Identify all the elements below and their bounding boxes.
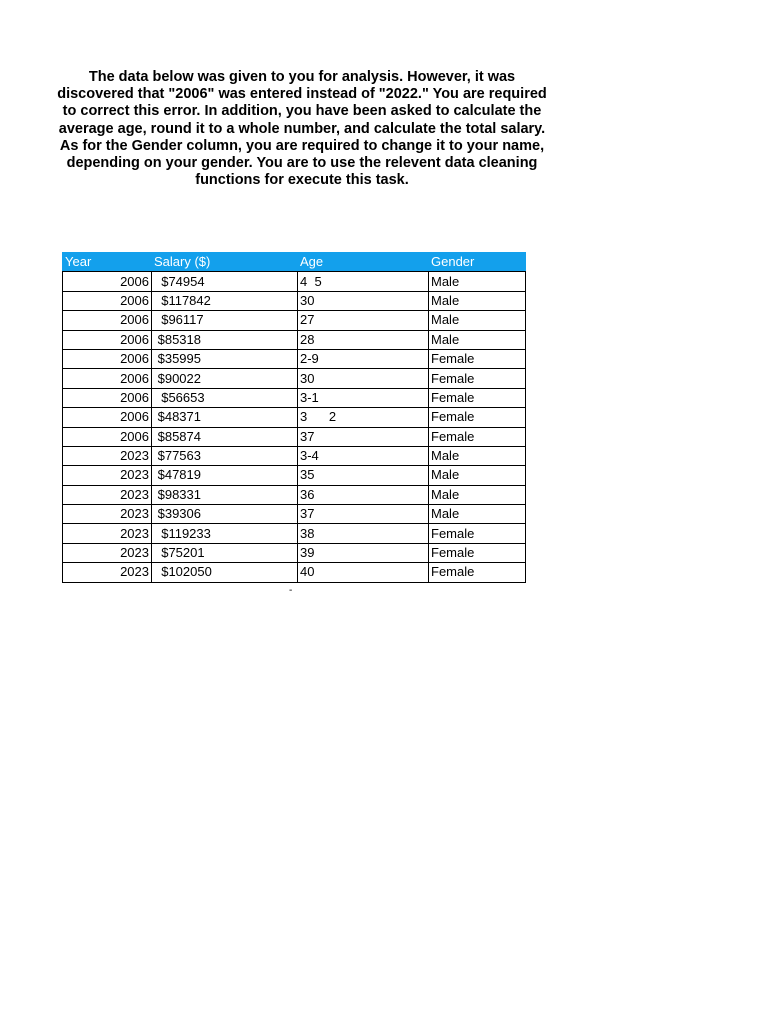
age-cell[interactable]: 28 (298, 330, 429, 349)
gender-cell[interactable]: Male (429, 311, 526, 330)
table-row (63, 466, 526, 485)
salary-cell[interactable]: $98331 (152, 485, 298, 504)
age-cell[interactable]: 40 (298, 563, 429, 582)
age-cell[interactable]: 36 (298, 485, 429, 504)
salary-cell[interactable]: $75201 (152, 543, 298, 562)
age-cell[interactable]: 38 (298, 524, 429, 543)
gender-cell[interactable]: Female (429, 349, 526, 368)
gender-cell[interactable]: Female (429, 369, 526, 388)
stray-dash-mark: - (289, 585, 293, 596)
age-cell[interactable]: 2-9 (298, 349, 429, 368)
header-year[interactable]: Year (63, 253, 152, 272)
salary-cell[interactable]: $85318 (152, 330, 298, 349)
age-cell[interactable]: 4 5 (298, 272, 429, 291)
gender-cell[interactable]: Male (429, 291, 526, 310)
gender-cell[interactable]: Female (429, 524, 526, 543)
age-cell[interactable]: 27 (298, 311, 429, 330)
header-row (63, 253, 526, 272)
year-cell[interactable]: 2006 (63, 369, 152, 388)
header-age[interactable]: Age (298, 253, 429, 272)
table-row (63, 446, 526, 465)
year-cell[interactable]: 2006 (63, 427, 152, 446)
instructions-text: The data below was given to you for analysis. However, it was discovered that "2006" was entered instead of "2022." You are required to correct this error. In addition, you have been asked to calculate the average age, round it to a whole number, and calculate the total salary. As for the Gender column, you are required to change it to your name, depending on your gender. You are to use the relevent data cleaning functions for execute this task. (57, 69, 547, 189)
table-row (63, 563, 526, 582)
gender-cell[interactable]: Female (429, 408, 526, 427)
salary-cell[interactable]: $74954 (152, 272, 298, 291)
gender-cell[interactable]: Male (429, 505, 526, 524)
gender-cell[interactable]: Female (429, 563, 526, 582)
salary-cell[interactable]: $35995 (152, 349, 298, 368)
gender-cell[interactable]: Female (429, 543, 526, 562)
age-cell[interactable]: 39 (298, 543, 429, 562)
table-row (63, 524, 526, 543)
age-cell[interactable]: 37 (298, 505, 429, 524)
header-salary[interactable]: Salary ($) (152, 253, 298, 272)
table-row (63, 543, 526, 562)
year-cell[interactable]: 2006 (63, 349, 152, 368)
year-cell[interactable]: 2006 (63, 408, 152, 427)
gender-cell[interactable]: Male (429, 330, 526, 349)
salary-cell[interactable]: $48371 (152, 408, 298, 427)
year-cell[interactable]: 2023 (63, 466, 152, 485)
year-cell[interactable]: 2006 (63, 272, 152, 291)
age-cell[interactable]: 30 (298, 291, 429, 310)
salary-cell[interactable]: $96117 (152, 311, 298, 330)
salary-cell[interactable]: $85874 (152, 427, 298, 446)
table-row (63, 427, 526, 446)
year-cell[interactable]: 2023 (63, 485, 152, 504)
table-row (63, 272, 526, 291)
table-row (63, 485, 526, 504)
year-cell[interactable]: 2023 (63, 563, 152, 582)
year-cell[interactable]: 2006 (63, 330, 152, 349)
salary-cell[interactable]: $47819 (152, 466, 298, 485)
table-row (63, 311, 526, 330)
salary-cell[interactable]: $119233 (152, 524, 298, 543)
table-row (63, 349, 526, 368)
table-row (63, 369, 526, 388)
header-gender[interactable]: Gender (429, 253, 526, 272)
year-cell[interactable]: 2006 (63, 291, 152, 310)
gender-cell[interactable]: Male (429, 272, 526, 291)
salary-cell[interactable]: $117842 (152, 291, 298, 310)
year-cell[interactable]: 2023 (63, 446, 152, 465)
table-row (63, 505, 526, 524)
salary-cell[interactable]: $90022 (152, 369, 298, 388)
table-body (63, 272, 526, 582)
year-cell[interactable]: 2023 (63, 505, 152, 524)
age-cell[interactable]: 3 2 (298, 408, 429, 427)
age-cell[interactable]: 3-1 (298, 388, 429, 407)
year-cell[interactable]: 2006 (63, 311, 152, 330)
gender-cell[interactable]: Female (429, 388, 526, 407)
table-row (63, 408, 526, 427)
table-row (63, 388, 526, 407)
age-cell[interactable]: 35 (298, 466, 429, 485)
year-cell[interactable]: 2023 (63, 543, 152, 562)
age-cell[interactable]: 37 (298, 427, 429, 446)
gender-cell[interactable]: Male (429, 485, 526, 504)
year-cell[interactable]: 2006 (63, 388, 152, 407)
age-cell[interactable]: 30 (298, 369, 429, 388)
table-row (63, 330, 526, 349)
salary-cell[interactable]: $102050 (152, 563, 298, 582)
table-row (63, 291, 526, 310)
data-table (62, 252, 526, 583)
salary-cell[interactable]: $77563 (152, 446, 298, 465)
salary-cell[interactable]: $39306 (152, 505, 298, 524)
salary-cell[interactable]: $56653 (152, 388, 298, 407)
age-cell[interactable]: 3-4 (298, 446, 429, 465)
gender-cell[interactable]: Female (429, 427, 526, 446)
gender-cell[interactable]: Male (429, 446, 526, 465)
gender-cell[interactable]: Male (429, 466, 526, 485)
year-cell[interactable]: 2023 (63, 524, 152, 543)
